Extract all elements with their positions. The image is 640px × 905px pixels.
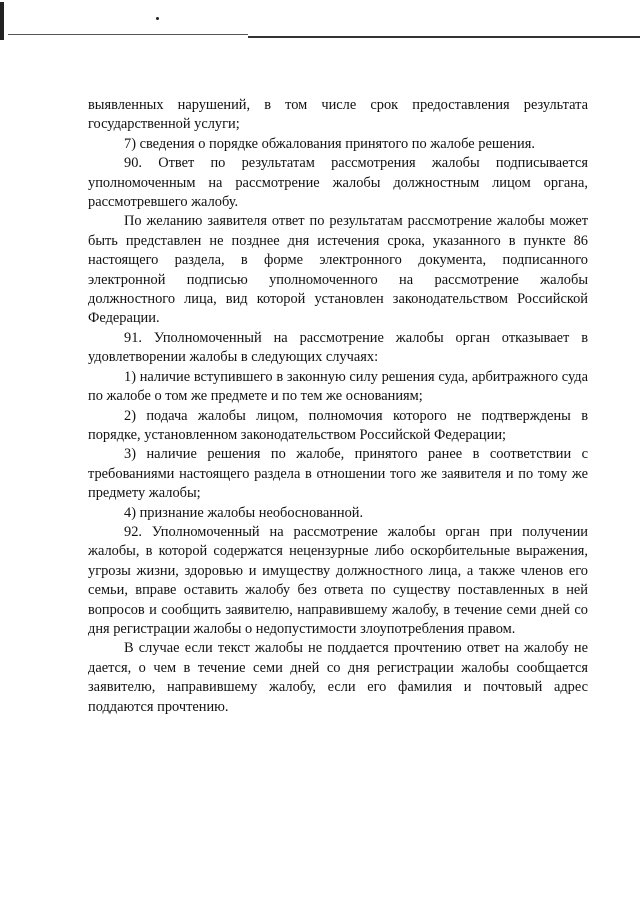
paragraph-unreadable-complaint: В случае если текст жалобы не поддается прочтению ответ на жалобу не дается, о чем в течение семи дней со дня регистрации жалобы сообщается заявителю, направившему жалобу, если его фамилия и почтовый адрес поддаются прочтению. xyxy=(88,640,588,715)
document-body xyxy=(88,96,588,717)
scan-left-edge-mark xyxy=(0,2,4,40)
paragraph-92: 92. Уполномоченный на рассмотрение жалобы орган при получении жалобы, в которой содержатся нецензурные либо оскорбительные выражения, угрозы жизни, здоровью и имуществу должностного лица, а также членов его семьи, вправе оставить жалобу без ответа по существу поставленных в ней вопросов и сообщить заявителю, направившему жалобу, в течение семи дней со дня регистрации жалобы о недопустимости злоупотребления правом. xyxy=(88,523,588,637)
list-item-4: 4) признание жалобы необоснованной. xyxy=(124,504,364,521)
scan-top-rule-right xyxy=(248,36,640,38)
list-item-1: 1) наличие вступившего в законную силу решения суда, арбитражного суда по жалобе о том же предмете и по тем же основаниям; xyxy=(88,368,588,405)
paragraph-continuation: выявленных нарушений, в том числе срок предоставления результата государственной услуги; xyxy=(88,97,588,133)
paragraph-91: 91. Уполномоченный на рассмотрение жалобы орган отказывает в удовлетворении жалобы в следующих случаях: xyxy=(88,329,588,366)
list-item-7: 7) сведения о порядке обжалования принятого по жалобе решения. xyxy=(124,135,535,152)
scan-speck xyxy=(156,17,159,20)
scan-top-rule xyxy=(8,34,248,35)
list-item-2: 2) подача жалобы лицом, полномочия которого не подтверждены в порядке, установленном законодательством Российской Федерации; xyxy=(88,407,588,443)
list-item-3: 3) наличие решения по жалобе, принятого ранее в соответствии с требованиями настоящего раздела в отношении того же заявителя и по тому же предмету жалобы; xyxy=(88,446,588,502)
scan-artifacts xyxy=(0,0,640,40)
paragraph-electronic-response: По желанию заявителя ответ по результатам рассмотрение жалобы может быть представлен не позднее дня истечения срока, указанного в пункте 86 настоящего раздела, в форме электронного документа, подписанного электронной подписью уполномоченного на рассмотрение жалобы должностного лица, вид которой установлен законодательством Российской Федерации. xyxy=(88,213,588,327)
paragraph-90: 90. Ответ по результатам рассмотрения жалобы подписывается уполномоченным на рассмотрение жалобы должностным лицом органа, рассмотревшего жалобу. xyxy=(88,155,588,211)
